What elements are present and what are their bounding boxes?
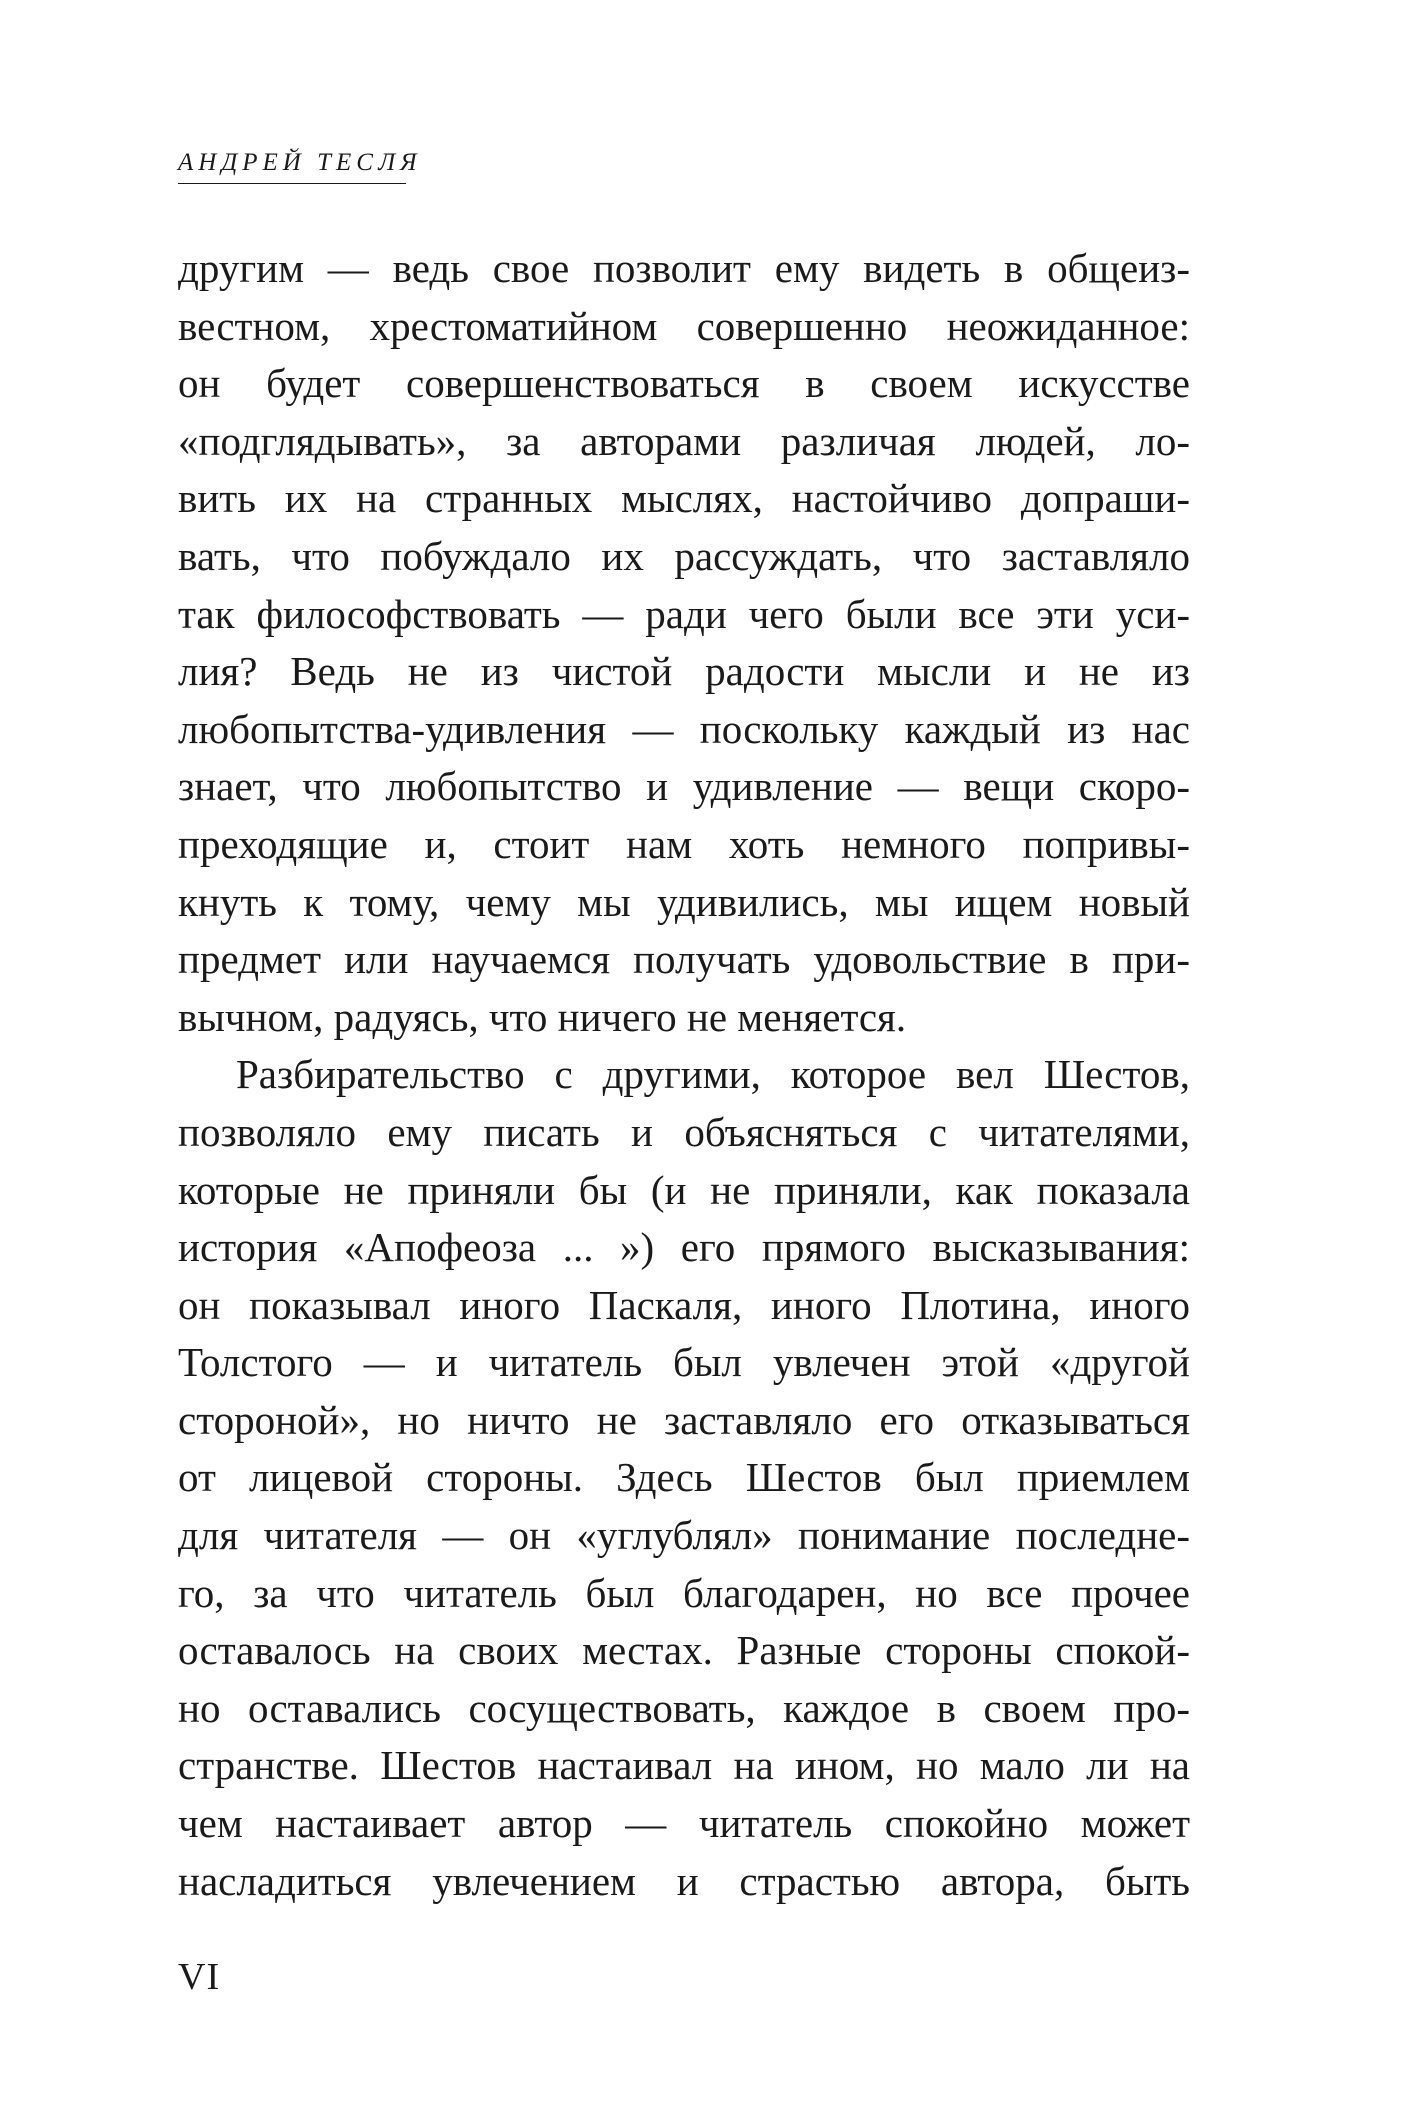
text-line: Толстого — и читатель был увлечен этой «другой xyxy=(178,1339,1190,1386)
text-line: оставалось на своих местах. Разные стороны спокой- xyxy=(178,1627,1190,1674)
text-line: он показывал иного Паскаля, иного Плотина, иного xyxy=(178,1281,1190,1328)
text-line: позволяло ему писать и объясняться с читателями, xyxy=(178,1108,1190,1155)
text-line: преходящие и, стоит нам хоть немного попривы- xyxy=(178,820,1190,867)
text-line: но оставались сосуществовать, каждое в своем про- xyxy=(178,1684,1190,1731)
text-line: история «Апофеоза ... ») его прямого высказывания: xyxy=(178,1224,1190,1271)
text-line: вычном, радуясь, что ничего не меняется. xyxy=(178,993,907,1040)
text-line: странстве. Шестов настаивал на ином, но мало ли на xyxy=(178,1742,1190,1789)
text-line: которые не приняли бы (и не приняли, как показала xyxy=(178,1166,1190,1213)
text-line: знает, что любопытство и удивление — вещи скоро- xyxy=(178,763,1190,810)
text-line: вать, что побуждало их рассуждать, что заставляло xyxy=(178,532,1190,579)
text-line: вестном, хрестоматийном совершенно неожиданное: xyxy=(178,302,1190,349)
paragraph xyxy=(178,1046,1190,1910)
text-line: Разбирательство с другими, которое вел Шестов, xyxy=(236,1051,1190,1098)
text-line: для читателя — он «углублял» понимание последне- xyxy=(178,1512,1190,1559)
text-line: предмет или научаемся получать удовольствие в при- xyxy=(178,936,1190,983)
text-line: от лицевой стороны. Здесь Шестов был приемлем xyxy=(178,1454,1190,1501)
text-line: вить их на странных мыслях, настойчиво допраши- xyxy=(178,475,1190,522)
text-line: «подглядывать», за авторами различая людей, ло- xyxy=(178,417,1190,464)
text-line: он будет совершенствоваться в своем искусстве xyxy=(178,360,1190,407)
text-line: кнуть к тому, чему мы удивились, мы ищем новый xyxy=(178,878,1190,925)
page-number: VI xyxy=(178,1956,221,1998)
header-rule xyxy=(178,183,406,184)
text-line: го, за что читатель был благодарен, но все прочее xyxy=(178,1569,1190,1616)
text-line: так философствовать — ради чего были все эти уси- xyxy=(178,590,1190,637)
text-line: любопытства-удивления — поскольку каждый из нас xyxy=(178,705,1190,752)
text-line: насладиться увлечением и страстью автора, быть xyxy=(178,1857,1190,1904)
text-line: другим — ведь свое позволит ему видеть в общеиз- xyxy=(178,245,1190,291)
body-text xyxy=(178,240,1190,1910)
text-line: стороной», но ничто не заставляло его отказываться xyxy=(178,1396,1190,1443)
running-head-author: АНДРЕЙ ТЕСЛЯ xyxy=(178,149,422,176)
text-line: лия? Ведь не из чистой радости мысли и не из xyxy=(178,648,1190,695)
text-line: чем настаивает автор — читатель спокойно может xyxy=(178,1800,1190,1847)
paragraph xyxy=(178,240,1190,1046)
